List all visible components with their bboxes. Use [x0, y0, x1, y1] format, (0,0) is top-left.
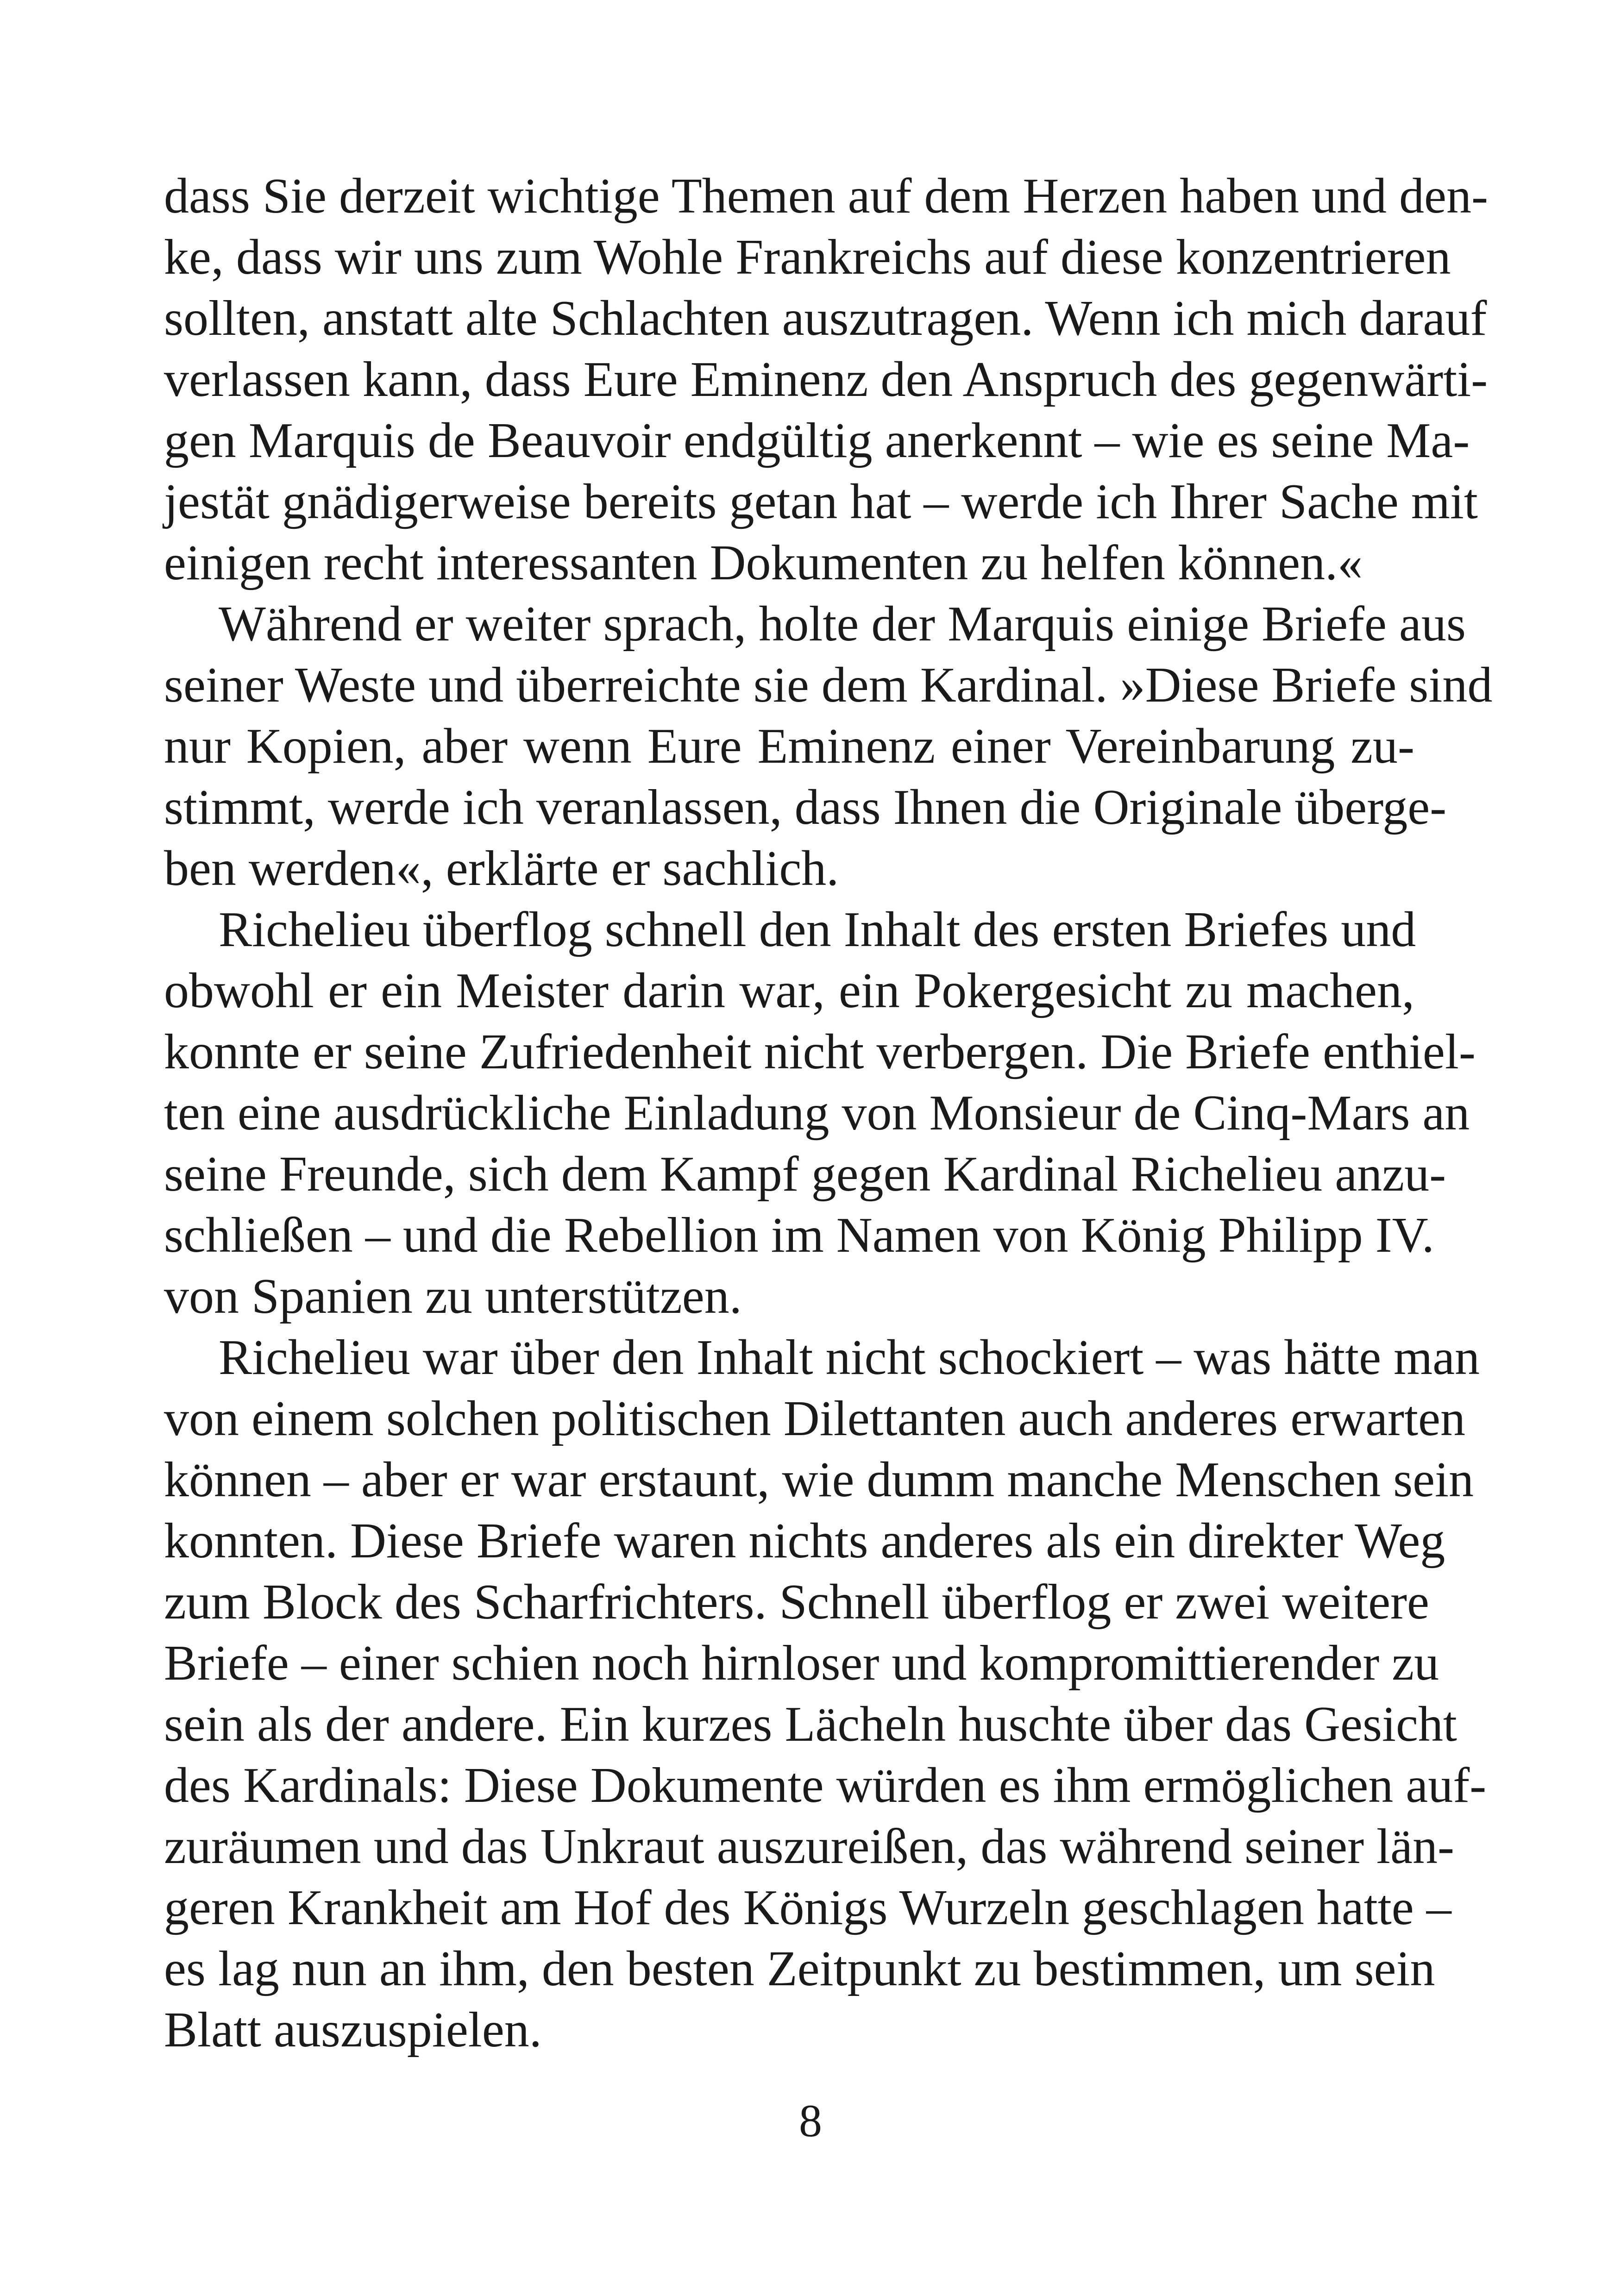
text-line: es lag nun an ihm, den besten Zeitpunkt zu bestimmen, um sein — [164, 1941, 1435, 1996]
text-line: Briefe – einer schien noch hirnloser und kompromittierender zu — [164, 1636, 1439, 1691]
text-line: konnte er seine Zufriedenheit nicht verbergen. Die Briefe enthiel- — [164, 1024, 1476, 1079]
text-line: Blatt auszuspielen. — [164, 2002, 542, 2058]
page-number: 8 — [799, 2095, 822, 2146]
text-line: von Spanien zu unterstützen. — [164, 1269, 742, 1324]
text-line: ke, dass wir uns zum Wohle Frankreichs auf diese konzentrieren — [164, 230, 1451, 285]
text-line: seiner Weste und überreichte sie dem Kardinal. »Diese Briefe sind — [164, 658, 1493, 713]
text-line: schließen – und die Rebellion im Namen von König Philipp IV. — [164, 1208, 1434, 1263]
text-line: nur Kopien, aber wenn Eure Eminenz einer Vereinbarung zu- — [164, 719, 1414, 774]
text-line: sein als der andere. Ein kurzes Lächeln huschte über das Gesicht — [164, 1697, 1457, 1752]
text-line: zuräumen und das Unkraut auszureißen, das während seiner län- — [164, 1819, 1454, 1874]
text-line: ben werden«, erklärte er sachlich. — [164, 841, 839, 896]
text-line: gen Marquis de Beauvoir endgültig anerkennt – wie es seine Ma- — [164, 413, 1470, 468]
text-line: seine Freunde, sich dem Kampf gegen Kardinal Richelieu anzu- — [164, 1147, 1446, 1202]
text-line: verlassen kann, dass Eure Eminenz den Anspruch des gegenwärti- — [164, 352, 1488, 407]
paragraph — [164, 594, 1493, 899]
text-line: einigen recht interessanten Dokumenten zu helfen können.« — [164, 535, 1363, 590]
text-line: können – aber er war erstaunt, wie dumm manche Menschen sein — [164, 1452, 1474, 1507]
body-text — [164, 166, 1493, 2061]
paragraph — [164, 166, 1488, 594]
text-line: dass Sie derzeit wichtige Themen auf dem Herzen haben und den- — [164, 169, 1488, 224]
text-line: geren Krankheit am Hof des Königs Wurzeln geschlagen hatte – — [164, 1880, 1451, 1935]
text-line: stimmt, werde ich veranlassen, dass Ihnen die Originale überge- — [164, 780, 1447, 835]
paragraph — [164, 899, 1476, 1327]
text-line: von einem solchen politischen Dilettanten auch anderes erwarten — [164, 1391, 1465, 1446]
text-line: jestät gnädigerweise bereits getan hat – werde ich Ihrer Sache mit — [164, 474, 1478, 529]
text-line: Richelieu überflog schnell den Inhalt des ersten Briefes und — [219, 902, 1416, 957]
text-line: zum Block des Scharfrichters. Schnell überflog er zwei weitere — [164, 1575, 1429, 1630]
text-line: ten eine ausdrückliche Einladung von Monsieur de Cinq-Mars an — [164, 1085, 1470, 1141]
paragraph — [164, 1327, 1487, 2061]
text-line: des Kardinals: Diese Dokumente würden es ihm ermöglichen auf- — [164, 1758, 1487, 1813]
text-line: konnten. Diese Briefe waren nichts anderes als ein direkter Weg — [164, 1513, 1445, 1568]
text-line: obwohl er ein Meister darin war, ein Pokergesicht zu machen, — [164, 963, 1414, 1018]
text-line: sollten, anstatt alte Schlachten auszutragen. Wenn ich mich darauf — [164, 291, 1487, 346]
text-line: Richelieu war über den Inhalt nicht schockiert – was hätte man — [219, 1330, 1480, 1385]
text-line: Während er weiter sprach, holte der Marquis einige Briefe aus — [219, 596, 1466, 652]
